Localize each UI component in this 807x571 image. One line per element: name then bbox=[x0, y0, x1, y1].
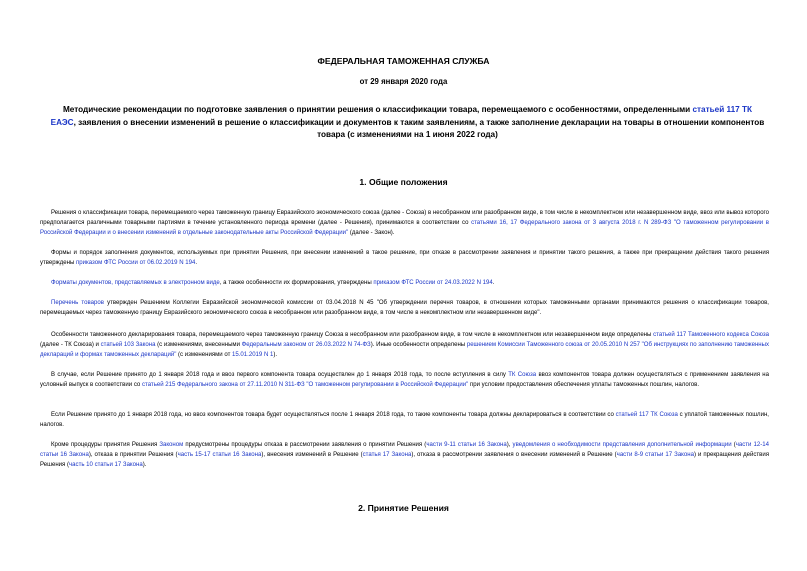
p1-text-a: Решения о классификации товара, перемещаемого через таможенную границу Евразийского экономического союза (далее - Союза) в несобранном или разобранном виде, в том числе в некомплектном или незавершенном виде, ввоз или вывоз которого предполагается различными товарными партиями в течение установленного периода времени (далее - Решения), принимаются в соответствии со bbox=[40, 210, 769, 226]
p8-text-e: ), отказа в принятии Решения ( bbox=[88, 452, 178, 458]
p7-link-article-117[interactable]: статьей 117 ТК Союза bbox=[615, 412, 678, 418]
p5-link-federal-law[interactable]: Федеральным законом от 26.03.2022 N 74-ФЗ bbox=[241, 342, 371, 348]
paragraph-5 bbox=[40, 330, 769, 360]
document-title bbox=[50, 104, 765, 142]
p2-text-a: Формы и порядок заполнения документов, используемых при принятии Решения, при внесении изменений в такое решение, при отказе в рассмотрении заявления и принятии такого решения, а также при прекращении действия такого решения утверждены bbox=[40, 250, 769, 266]
p4-link-list[interactable]: Перечень товаров bbox=[51, 300, 104, 306]
p8-text-d: ( bbox=[731, 442, 736, 448]
p5-text-c: (с изменениями, внесенными bbox=[155, 342, 242, 348]
p3-link-order[interactable]: приказом ФТС России от 24.03.2022 N 194 bbox=[373, 280, 493, 286]
p5-text-a: Особенности таможенного декларирования товара, перемещаемого через таможенную границу Союза в несобранном или разобранном виде, в том числе в некомплектном или незавершенном виде определены bbox=[51, 332, 654, 338]
paragraph-4 bbox=[40, 298, 769, 318]
p5-text-e: (с изменениями от bbox=[176, 352, 233, 358]
p4-text-a: утвержден Решением Коллегии Евразийской экономической комиссии от 03.04.2018 N 45 "Об утверждении перечня товаров, в отношении которых таможенными органами принимаются решения о классификации товаров, перемещаемых через таможенную границу Евразийского экономического союза в несобранном или разобранном виде, в том числе в некомплектном или незавершенном виде". bbox=[40, 300, 769, 316]
p6-link-tk[interactable]: ТК Союза bbox=[508, 372, 537, 378]
p8-link-notification[interactable]: уведомления о необходимости представления дополнительной информации bbox=[512, 442, 732, 448]
p8-link-parts-9-11[interactable]: части 9-11 статьи 16 Закона bbox=[426, 442, 507, 448]
p5-text-f: ). bbox=[273, 352, 278, 358]
p5-link-article-103[interactable]: статьей 103 Закона bbox=[100, 342, 156, 348]
section-heading-decision: 2. Принятие Решения bbox=[358, 503, 449, 513]
paragraph-3 bbox=[40, 278, 769, 288]
p8-link-parts-8-9[interactable]: части 8-9 статьи 17 Закона bbox=[616, 452, 694, 458]
p5-text-d: ). Иные особенности определены bbox=[370, 342, 467, 348]
document-date: от 29 января 2020 года bbox=[359, 77, 448, 86]
paragraph-8 bbox=[40, 440, 769, 470]
p7-text-b: с уплатой таможенных пошлин, налогов. bbox=[40, 412, 769, 428]
p5-text-b: (далее - ТК Союза) и bbox=[40, 342, 101, 348]
p8-text-i: ). bbox=[142, 462, 147, 468]
title-text-1: Методические рекомендации по подготовке заявления о принятии решения о классификации товара, перемещаемого с особенностями, определенными bbox=[62, 105, 693, 114]
title-text-2: , заявления о внесении изменений в решение о классификации и документов к таким заявлениям, а также заполнение декларации на товары в отношении компонентов товара (с изменениями на 1 июня 2022 года) bbox=[73, 117, 765, 139]
p5-link-commission-decision[interactable]: решением Комиссии Таможенного союза от 20.05.2010 N 257 "Об инструкциях по заполнению таможенных деклараций и формах таможенных деклараций" bbox=[40, 342, 770, 358]
p1-text-b: (далее - Закон). bbox=[348, 230, 395, 236]
p2-link-order[interactable]: приказом ФТС России от 06.02.2019 N 194 bbox=[75, 260, 196, 266]
p8-text-c: ), bbox=[506, 442, 513, 448]
p7-text-a: Если Решение принято до 1 января 2018 года, но ввоз компонентов товара будет осуществляться после 1 января 2018 года, то такие компоненты товара должны декларироваться в соответствии со bbox=[51, 412, 616, 418]
p8-link-parts-15-17[interactable]: часть 15-17 статьи 16 Закона bbox=[177, 452, 262, 458]
p8-text-h: ) и прекращения действия Решения ( bbox=[40, 452, 769, 468]
p3-text-a: , а также особенности их формирования, утверждены bbox=[219, 280, 374, 286]
p8-link-parts-12-14[interactable]: части 12-14 статьи 16 Закона bbox=[40, 442, 769, 458]
p2-text-b: . bbox=[195, 260, 198, 266]
p8-link-part-10[interactable]: часть 10 статьи 17 Закона bbox=[69, 462, 143, 468]
p8-text-f: ), внесения изменений в Решение ( bbox=[261, 452, 363, 458]
agency-heading: ФЕДЕРАЛЬНАЯ ТАМОЖЕННАЯ СЛУЖБА bbox=[317, 56, 490, 66]
title-link-article-117[interactable]: статьей 117 ТК ЕАЭС bbox=[50, 105, 752, 127]
p5-link-amendment[interactable]: 15.01.2019 N 1 bbox=[232, 352, 274, 358]
paragraph-6 bbox=[40, 370, 769, 390]
paragraph-1 bbox=[40, 208, 769, 238]
section-heading-general: 1. Общие положения bbox=[359, 177, 448, 187]
p1-link-law-articles[interactable]: статьями 16, 17 Федерального закона от 3 августа 2018 г. N 289-ФЗ "О таможенном регулировании в Российской Федерации и о внесении изменений в отдельные законодательные акты Российской Федерации" bbox=[40, 220, 769, 236]
p5-link-article-117[interactable]: статьей 117 Таможенного кодекса Союза bbox=[653, 332, 769, 338]
p6-text-c: при условии предоставления обеспечения уплаты таможенных пошлин, налогов. bbox=[468, 382, 700, 388]
paragraph-2 bbox=[40, 248, 769, 268]
p3-text-b: . bbox=[492, 280, 495, 286]
p8-text-g: ), отказа в рассмотрении заявления о внесении изменений в Решение ( bbox=[411, 452, 617, 458]
p8-text-b: предусмотрены процедуры отказа в рассмотрении заявления о принятии Решения ( bbox=[183, 442, 427, 448]
p8-link-article-17[interactable]: статья 17 Закона bbox=[362, 452, 412, 458]
p6-text-a: В случае, если Решение принято до 1 января 2018 года и ввоз первого компонента товара осуществлен до 1 января 2018 года, то после вступления в силу bbox=[51, 372, 509, 378]
p8-link-law[interactable]: Законом bbox=[159, 442, 184, 448]
p6-text-b: ввоз компонентов товара должен осуществляться с применением заявления на условный выпуск в соответствии со bbox=[40, 372, 770, 388]
p3-link-formats[interactable]: Форматы документов, представляемых в электронном виде bbox=[51, 280, 220, 286]
p8-text-a: Кроме процедуры принятия Решения bbox=[51, 442, 160, 448]
paragraph-7 bbox=[40, 410, 769, 430]
p6-link-article-215[interactable]: статьей 215 Федерального закона от 27.11.2010 N 311-ФЗ "О таможенном регулировании в Российской Федерации" bbox=[141, 382, 469, 388]
